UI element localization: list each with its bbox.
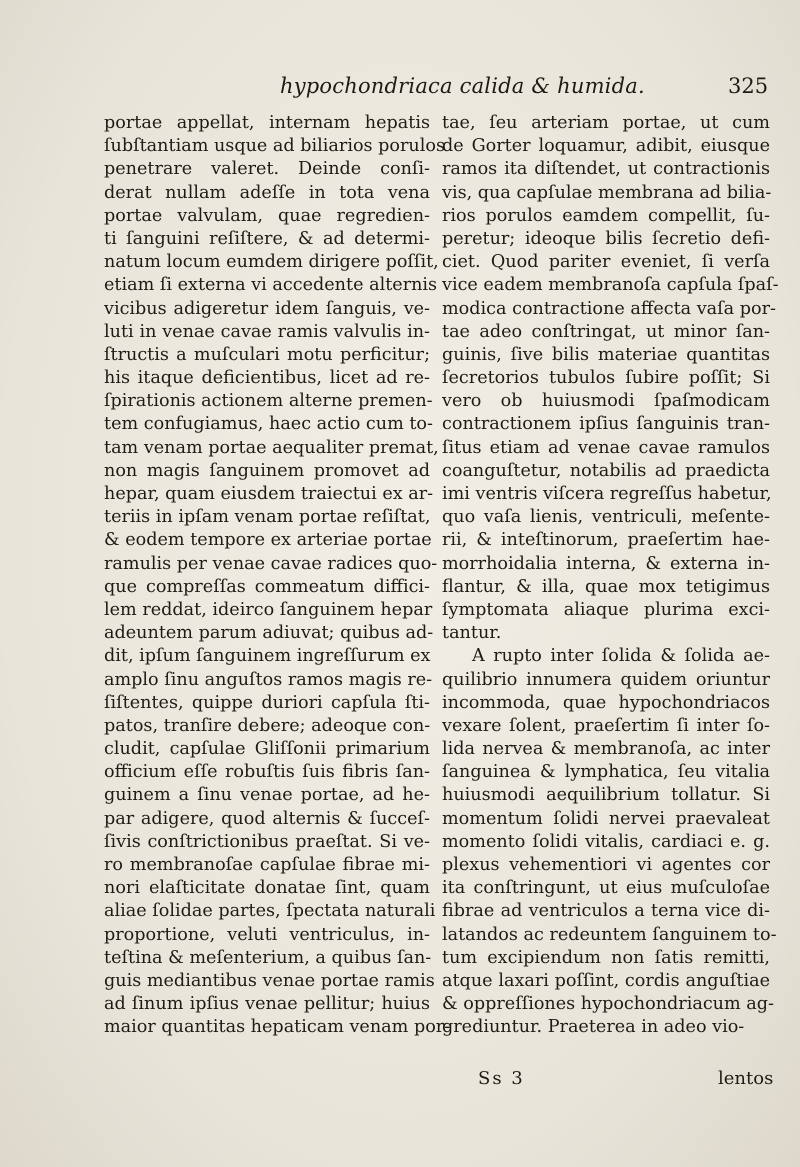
text-line: momento ſolidi vitalis, cardiaci e. g. <box>442 831 770 852</box>
page-footer <box>0 1068 800 1094</box>
text-line: derat nullam adeſſe in tota vena <box>104 182 430 203</box>
text-line: penetrare valeret. Deinde conſi- <box>104 159 430 180</box>
text-line: ti ſanguini reſiſtere, & ad determi- <box>104 228 430 249</box>
text-line: guinis, ſive bilis materiae quantitas <box>442 344 770 365</box>
text-line: tem confugiamus, haec actio cum to- <box>104 414 433 435</box>
text-line: nori elaſticitate donatae ſint, quam <box>104 878 430 899</box>
text-line: teſtina & meſenterium, a quibus ſan- <box>104 947 432 968</box>
text-line: hepar, quam eiusdem traiectui ex ar- <box>104 484 434 504</box>
text-line: vicibus adigeretur idem ſanguis, ve- <box>104 298 430 319</box>
text-line: guinem a ſinu venae portae, ad he- <box>104 785 430 806</box>
text-line: contractionem ipſius ſanguinis tran- <box>442 414 770 435</box>
text-line: adeuntem parum adiuvat; quibus ad- <box>104 623 434 644</box>
signature-mark: Ss 3 <box>478 1068 525 1089</box>
text-line: guis mediantibus venae portae ramis <box>104 970 435 991</box>
text-line: coanguſtetur, notabilis ad praedicta <box>442 460 770 481</box>
text-line: luti in venae cavae ramis valvulis in- <box>104 321 430 342</box>
text-line: que compreſſas commeatum diffici- <box>104 576 430 597</box>
text-line: quo vaſa lienis, ventriculi, meſente- <box>442 507 770 528</box>
left-text-column <box>104 112 451 1040</box>
text-line: cludit, capſulae Gliſſonii primarium <box>104 739 430 760</box>
text-line: huiusmodi aequilibrium tollatur. Si <box>442 785 770 806</box>
text-line: officium eſſe robuſtis ſuis fibris ſan- <box>104 762 430 783</box>
text-line: fibrae ad ventriculos a terna vice di- <box>442 901 770 922</box>
text-line: ſivis conſtrictionibus praeſtat. Si ve- <box>104 831 430 852</box>
text-line: morrhoidalia interna, & externa in- <box>442 553 770 574</box>
text-line: flantur, & illa, quae mox tetigimus <box>442 576 770 597</box>
text-line: atque laxari poſſint, cordis anguſtiae <box>442 970 770 991</box>
text-line: ſiſtentes, quippe duriori capſula ſti- <box>104 692 430 713</box>
text-line: par adigere, quod alternis & ſucceſ- <box>104 808 430 829</box>
text-line: & eodem tempore ex arteriae portae <box>104 530 432 551</box>
text-line: amplo ſinu anguſtos ramos magis re- <box>104 669 433 690</box>
text-line: ramos ita diſtendet, ut contractionis <box>442 159 770 180</box>
text-line: lem reddat, ideirco ſanguinem hepar <box>104 599 433 620</box>
text-line: peretur; ideoque bilis ſecretio defi- <box>442 228 770 249</box>
text-line: ſubſtantiam usque ad biliarios porulos <box>104 136 445 157</box>
text-line: tae adeo conſtringat, ut minor ſan- <box>442 321 770 342</box>
text-line: aliae ſolidae partes, ſpectata naturali <box>104 901 436 922</box>
text-line: his itaque deficientibus, licet ad re- <box>104 368 430 389</box>
text-line: latandos ac redeuntem ſanguinem to- <box>442 924 777 945</box>
text-line: ro membranoſae capſulae fibrae mi- <box>104 855 430 875</box>
text-line: ad ſinum ipſius venae pellitur; huius <box>104 994 430 1015</box>
text-line: ſymptomata aliaque plurima exci- <box>442 599 770 620</box>
text-line: ſpirationis actionem alterne premen- <box>104 391 433 412</box>
text-line: ſecretorios tubulos ſubire poſſit; Si <box>442 368 770 389</box>
text-line: momentum ſolidi nervei praevaleat <box>442 808 770 829</box>
text-line: etiam ſi externa vi accedente alternis <box>104 275 438 296</box>
catchword: lentos <box>718 1068 774 1089</box>
text-line: ramulis per venae cavae radices quo- <box>104 553 438 574</box>
text-line: dit, ipſum ſanguinem ingreſſurum ex <box>104 646 431 667</box>
text-line: ciet. Quod pariter eveniet, ſi verſa <box>442 252 770 273</box>
text-line: patos, tranſire debere; adeoque con- <box>104 715 431 736</box>
text-line: portae appellat, internam hepatis <box>104 113 430 133</box>
text-line: non magis ſanguinem promovet ad <box>104 460 430 481</box>
text-line: vexare ſolent, praeſertim ſi inter ſo- <box>442 715 770 736</box>
text-line: vice eadem membranoſa capſula ſpaſ- <box>442 275 779 296</box>
text-line: proportione, veluti ventriculus, in- <box>104 924 430 945</box>
text-line: ſanguinea & lymphatica, ſeu vitalia <box>442 762 770 783</box>
text-line: tantur. <box>442 623 502 644</box>
text-line: A rupto inter ſolida & ſolida ae- <box>472 646 770 667</box>
page-number: 325 <box>728 74 769 98</box>
text-line: vis, qua capſulae membrana ad bilia- <box>442 182 772 203</box>
page-header <box>0 70 800 106</box>
running-head: hypochondriaca calida & humida. <box>280 74 645 98</box>
text-line: modica contractione affecta vaſa por- <box>442 298 776 319</box>
text-line: teriis in ipſam venam portae reſiſtat, <box>104 507 431 528</box>
text-line: rios porulos eamdem compellit, ſu- <box>442 205 770 226</box>
text-line: ita conſtringunt, ut eius muſculoſae <box>442 878 770 899</box>
text-line: grediuntur. Praeterea in adeo vio- <box>442 1017 745 1038</box>
text-line: tam venam portae aequaliter premat, <box>104 437 439 458</box>
text-line: vero ob huiusmodi ſpaſmodicam <box>442 391 770 412</box>
text-line: & oppreſſiones hypochondriacum ag- <box>442 994 774 1015</box>
text-line: plexus vehementiori vi agentes cor <box>442 855 770 875</box>
text-line: imi ventris viſcera regreſſus habetur, <box>442 484 772 504</box>
text-line: quilibrio innumera quidem oriuntur <box>442 669 770 690</box>
text-line: ſitus etiam ad venae cavae ramulos <box>442 437 770 458</box>
text-line: tae, ſeu arteriam portae, ut cum <box>442 113 770 133</box>
text-line: maior quantitas hepaticam venam por- <box>104 1017 451 1038</box>
text-line: de Gorter loquamur, adibit, eiusque <box>442 136 770 157</box>
text-line: lida nervea & membranoſa, ac inter <box>442 739 770 760</box>
text-line: incommoda, quae hypochondriacos <box>442 692 770 713</box>
right-text-column <box>442 112 779 1040</box>
text-line: ſtructis a muſculari motu perficitur; <box>104 344 430 365</box>
text-line: natum locum eumdem dirigere poſſit, <box>104 252 439 273</box>
text-line: tum excipiendum non ſatis remitti, <box>442 947 770 968</box>
text-line: rii, & inteſtinorum, praeſertim hae- <box>442 530 770 551</box>
text-line: portae valvulam, quae regredien- <box>104 205 430 226</box>
